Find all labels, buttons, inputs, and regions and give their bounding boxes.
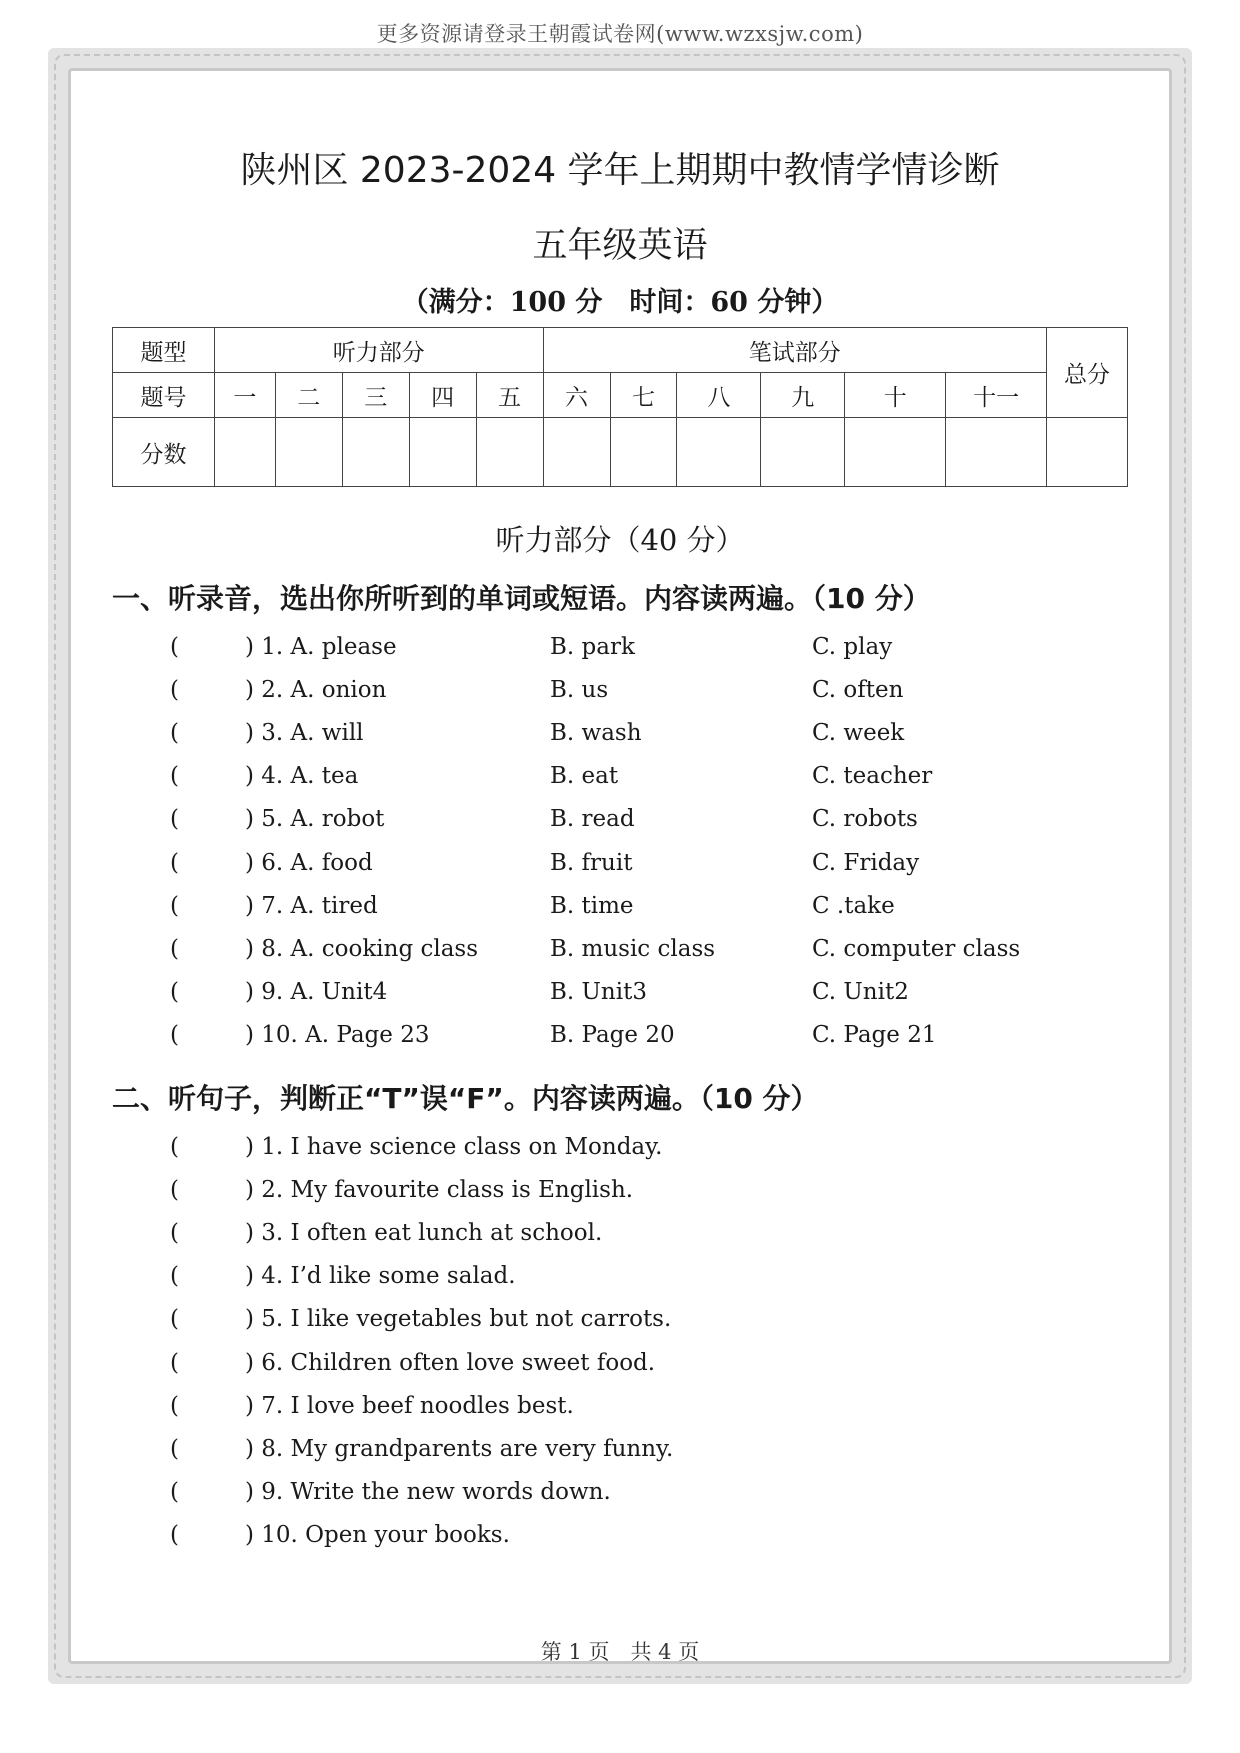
watermark: 更多资源请登录王朝霞试卷网(www.wzxsjw.com) [376, 22, 864, 46]
question-number: 八 [677, 373, 761, 418]
sentence: ) 3. I often eat lunch at school. [245, 1220, 603, 1247]
answer-blank[interactable]: ( [170, 1134, 179, 1160]
answer-blank[interactable]: ( [170, 763, 179, 790]
option-c: C .take [812, 892, 895, 919]
part1-question-row [0, 850, 1240, 890]
answer-blank[interactable]: ( [170, 806, 179, 833]
answer-blank[interactable]: ( [170, 1392, 179, 1419]
option-b: B. read [550, 806, 635, 833]
score-table-row-type [113, 328, 1128, 373]
part1-question-row [0, 806, 1240, 846]
row-number-label: 题号 [113, 373, 215, 418]
exam-meta: （满分：100 分 时间：60 分钟） [401, 287, 839, 318]
listening-label: 听力部分 [214, 328, 543, 373]
answer-blank[interactable]: ( [170, 1478, 179, 1505]
part1-question-row [0, 763, 1240, 803]
option-a: ) 2. A. onion [245, 677, 387, 704]
question-number: 九 [761, 373, 845, 418]
option-b: B. eat [550, 763, 619, 790]
answer-blank[interactable]: ( [170, 634, 179, 660]
answer-blank[interactable]: ( [170, 677, 179, 704]
option-a: ) 6. A. food [245, 849, 373, 876]
part1-question-row [0, 720, 1240, 760]
exam-subtitle: 五年级英语 [532, 226, 708, 266]
score-cell[interactable] [946, 418, 1047, 487]
exam-title: 陕州区 2023-2024 学年上期期中教情学情诊断 [240, 150, 1000, 191]
answer-blank[interactable]: ( [170, 1435, 179, 1462]
option-b: B. park [550, 634, 635, 660]
part1-question-row [0, 634, 1240, 674]
question-number: 七 [610, 373, 677, 418]
option-b: B. time [550, 892, 634, 919]
part1-question-row [0, 677, 1240, 717]
question-number: 十一 [946, 373, 1047, 418]
option-b: B. Unit3 [550, 978, 647, 1005]
option-a: ) 10. A. Page 23 [245, 1021, 430, 1048]
row-score-label: 分数 [113, 418, 215, 487]
option-a: ) 1. A. please [245, 634, 397, 660]
answer-blank[interactable]: ( [170, 892, 179, 919]
answer-blank[interactable]: ( [170, 935, 179, 962]
page-footer: 第 1 页 共 4 页 [540, 1640, 700, 1664]
option-a: ) 3. A. will [245, 720, 364, 747]
part1-question-row [0, 936, 1240, 976]
part2-question-row [0, 1479, 1240, 1519]
part2-question-row [0, 1436, 1240, 1476]
score-cell[interactable] [761, 418, 845, 487]
option-b: B. Page 20 [550, 1021, 675, 1048]
option-c: C. teacher [812, 763, 933, 790]
question-number: 六 [543, 373, 610, 418]
part2-question-row [0, 1220, 1240, 1260]
sentence: ) 1. I have science class on Monday. [245, 1134, 663, 1160]
score-cell[interactable] [677, 418, 761, 487]
sentence: ) 8. My grandparents are very funny. [245, 1435, 674, 1462]
option-a: ) 4. A. tea [245, 763, 359, 790]
option-c: C. robots [812, 806, 918, 833]
option-c: C. Unit2 [812, 978, 909, 1005]
part2-question-row [0, 1393, 1240, 1433]
answer-blank[interactable]: ( [170, 1021, 179, 1048]
option-a: ) 9. A. Unit4 [245, 978, 388, 1005]
total-score-cell[interactable] [1047, 418, 1128, 487]
option-c: C. week [812, 720, 905, 747]
option-a: ) 5. A. robot [245, 806, 385, 833]
sentence: ) 6. Children often love sweet food. [245, 1349, 656, 1376]
question-number: 三 [342, 373, 409, 418]
answer-blank[interactable]: ( [170, 978, 179, 1005]
question-number: 一 [214, 373, 275, 418]
answer-blank[interactable]: ( [170, 1177, 179, 1204]
question-number: 五 [476, 373, 543, 418]
sentence: ) 10. Open your books. [245, 1521, 510, 1548]
part2-question-row [0, 1177, 1240, 1217]
sentence: ) 9. Write the new words down. [245, 1478, 611, 1505]
part2-question-row [0, 1134, 1240, 1174]
part1-heading: 一、听录音，选出你所听到的单词或短语。内容读两遍。（10 分） [112, 582, 931, 615]
listening-section-title: 听力部分（40 分） [495, 523, 745, 557]
score-table-row-number [113, 373, 1128, 418]
score-cell[interactable] [845, 418, 946, 487]
part2-question-row [0, 1522, 1240, 1562]
option-b: B. music class [550, 935, 716, 962]
total-label: 总分 [1047, 328, 1128, 418]
option-b: B. wash [550, 720, 642, 747]
written-label: 笔试部分 [543, 328, 1046, 373]
option-c: C. Page 21 [812, 1021, 937, 1048]
option-a: ) 7. A. tired [245, 892, 378, 919]
part1-question-row [0, 893, 1240, 933]
score-cell[interactable] [409, 418, 476, 487]
answer-blank[interactable]: ( [170, 1521, 179, 1548]
answer-blank[interactable]: ( [170, 720, 179, 747]
part2-heading: 二、听句子，判断正“T”误“F”。内容读两遍。（10 分） [112, 1082, 819, 1115]
part2-question-row [0, 1350, 1240, 1390]
answer-blank[interactable]: ( [170, 1306, 179, 1333]
option-a: ) 8. A. cooking class [245, 935, 479, 962]
score-cell[interactable] [543, 418, 610, 487]
option-c: C. often [812, 677, 904, 704]
score-table-row-score [113, 418, 1128, 487]
sentence: ) 2. My favourite class is English. [245, 1177, 634, 1204]
part2-question-row [0, 1263, 1240, 1303]
sentence: ) 5. I like vegetables but not carrots. [245, 1306, 672, 1333]
part2-question-row [0, 1306, 1240, 1346]
score-cell[interactable] [214, 418, 275, 487]
answer-blank[interactable]: ( [170, 1349, 179, 1376]
question-number: 二 [275, 373, 342, 418]
option-b: B. us [550, 677, 609, 704]
score-cell[interactable] [476, 418, 543, 487]
part1-question-row [0, 1022, 1240, 1062]
option-c: C. Friday [812, 849, 920, 876]
question-number: 四 [409, 373, 476, 418]
sentence: ) 7. I love beef noodles best. [245, 1392, 574, 1419]
sentence: ) 4. I’d like some salad. [245, 1263, 516, 1290]
answer-blank[interactable]: ( [170, 849, 179, 876]
option-c: C. play [812, 634, 893, 660]
row-type-label: 题型 [113, 328, 215, 373]
part1-question-row [0, 979, 1240, 1019]
score-cell[interactable] [342, 418, 409, 487]
answer-blank[interactable]: ( [170, 1220, 179, 1247]
score-table [112, 327, 1128, 487]
score-cell[interactable] [610, 418, 677, 487]
answer-blank[interactable]: ( [170, 1263, 179, 1290]
question-number: 十 [845, 373, 946, 418]
option-c: C. computer class [812, 935, 1021, 962]
score-cell[interactable] [275, 418, 342, 487]
option-b: B. fruit [550, 849, 633, 876]
